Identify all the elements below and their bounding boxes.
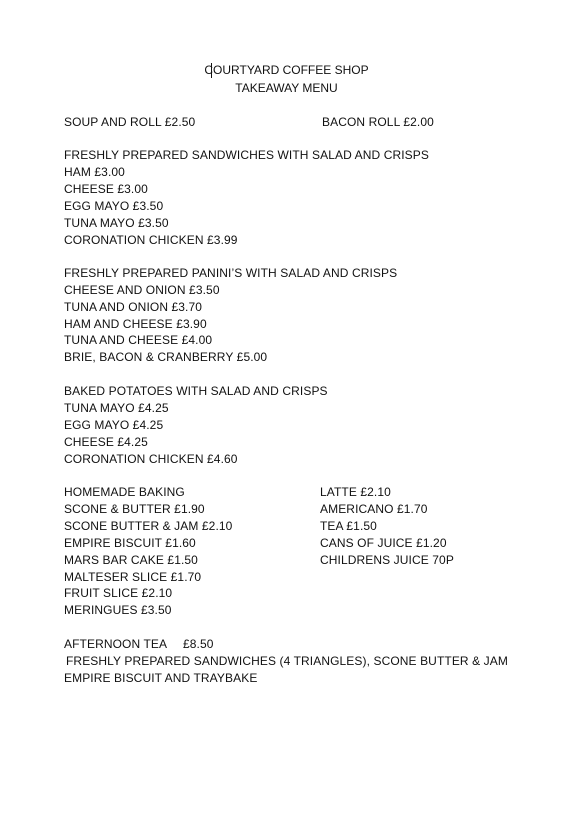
shop-title: COURTYARD COFFEE SHOP: [204, 63, 369, 77]
afternoon-tea-label: AFTERNOON TEA: [64, 637, 168, 651]
baking-item: MARS BAR CAKE £1.50: [64, 553, 198, 567]
panini-item: HAM AND CHEESE £3.90: [64, 317, 207, 331]
afternoon-tea-price: £8.50: [183, 637, 214, 651]
sandwich-item: CHEESE £3.00: [64, 182, 148, 196]
potato-item: CHEESE £4.25: [64, 435, 148, 449]
potatoes-heading: BAKED POTATOES WITH SALAD AND CRISPS: [64, 384, 328, 398]
baking-item: MALTESER SLICE £1.70: [64, 570, 202, 584]
baking-item: FRUIT SLICE £2.10: [64, 586, 173, 600]
baking-heading: HOMEMADE BAKING: [64, 485, 185, 499]
panini-item: BRIE, BACON & CRANBERRY £5.00: [64, 350, 268, 364]
panini-item: TUNA AND ONION £3.70: [64, 300, 203, 314]
drink-item: LATTE £2.10: [320, 485, 391, 499]
drink-item: TEA £1.50: [320, 519, 377, 533]
sandwich-item: EGG MAYO £3.50: [64, 199, 164, 213]
baking-item: MERINGUES £3.50: [64, 603, 172, 617]
menu-subtitle: TAKEAWAY MENU: [235, 81, 338, 95]
sandwich-item: CORONATION CHICKEN £3.99: [64, 233, 238, 247]
drink-item: CANS OF JUICE £1.20: [320, 536, 447, 550]
potato-item: TUNA MAYO £4.25: [64, 401, 169, 415]
baking-item: SCONE BUTTER & JAM £2.10: [64, 519, 233, 533]
sandwich-item: HAM £3.00: [64, 165, 125, 179]
sandwich-item: TUNA MAYO £3.50: [64, 216, 169, 230]
panini-heading: FRESHLY PREPARED PANINI’S WITH SALAD AND CRISPS: [64, 266, 398, 280]
baking-item: SCONE & BUTTER £1.90: [64, 502, 205, 516]
bacon-roll-item: BACON ROLL £2.00: [322, 115, 434, 129]
drink-item: AMERICANO £1.70: [320, 502, 428, 516]
afternoon-tea-description-cont: EMPIRE BISCUIT AND TRAYBAKE: [64, 671, 258, 685]
panini-item: TUNA AND CHEESE £4.00: [64, 333, 213, 347]
potato-item: EGG MAYO £4.25: [64, 418, 164, 432]
afternoon-tea-description: FRESHLY PREPARED SANDWICHES (4 TRIANGLES), SCONE BUTTER & JAM: [66, 654, 508, 668]
drink-item: CHILDRENS JUICE 70P: [320, 553, 454, 567]
panini-item: CHEESE AND ONION £3.50: [64, 283, 220, 297]
soup-and-roll-item: SOUP AND ROLL £2.50: [64, 115, 196, 129]
baking-item: EMPIRE BISCUIT £1.60: [64, 536, 196, 550]
sandwiches-heading: FRESHLY PREPARED SANDWICHES WITH SALAD AND CRISPS: [64, 148, 429, 162]
potato-item: CORONATION CHICKEN £4.60: [64, 452, 238, 466]
